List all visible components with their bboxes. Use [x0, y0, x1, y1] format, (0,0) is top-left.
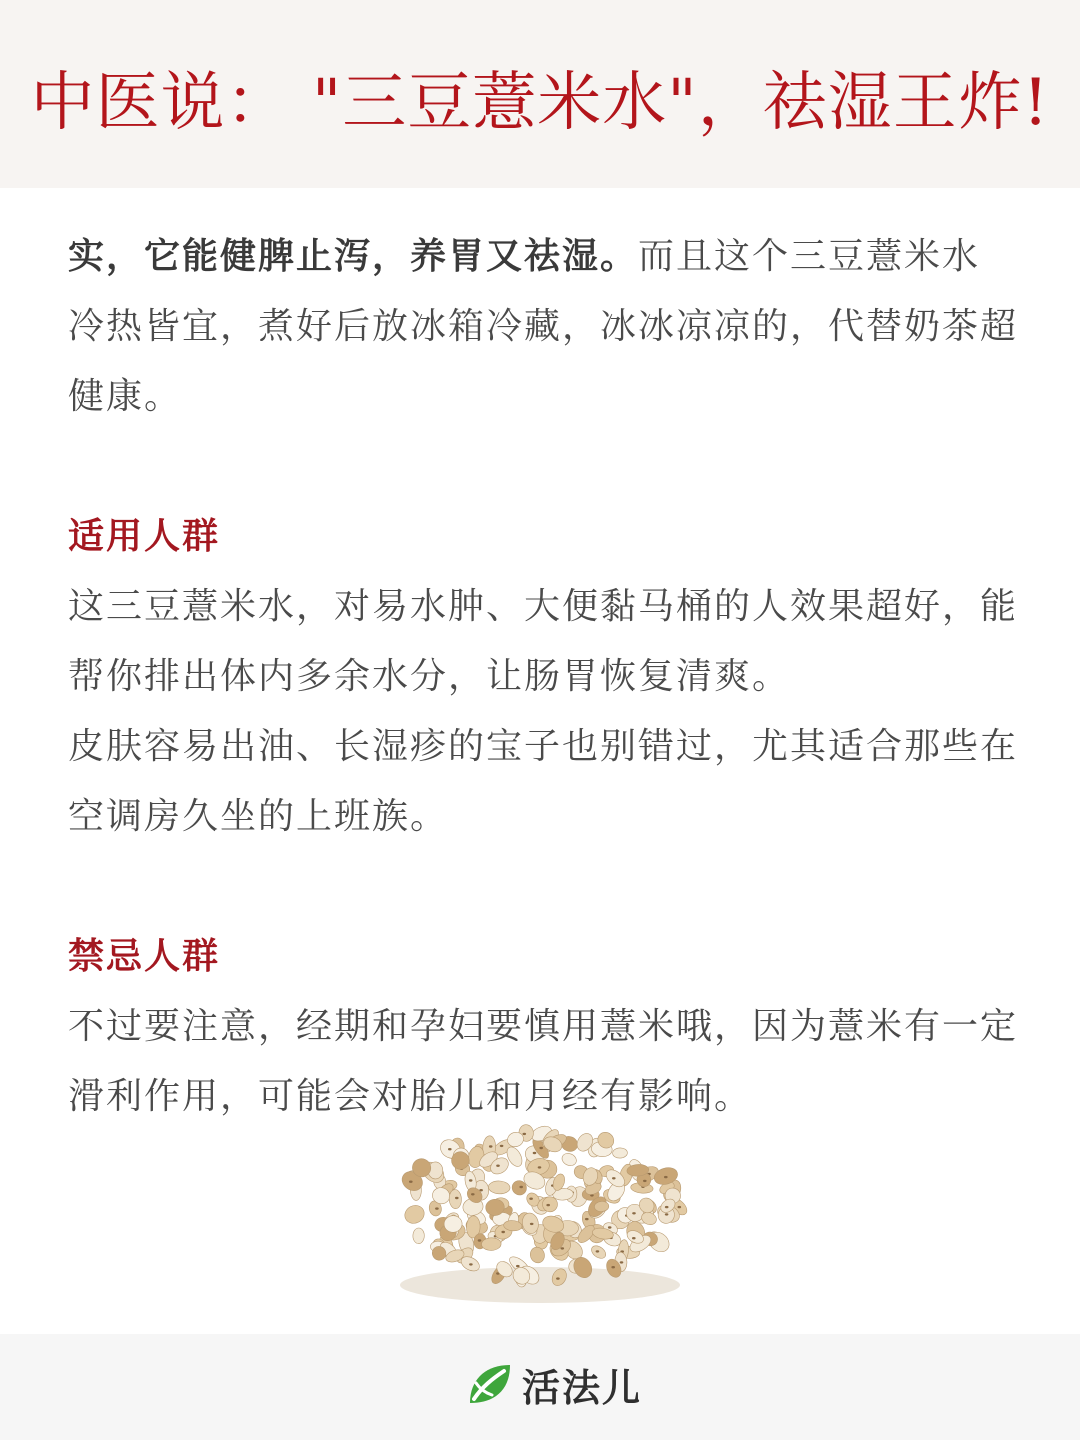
coix-seed-image	[380, 1100, 700, 1310]
page-title: 中医说： "三豆薏米水"，祛湿王炸!	[30, 66, 1050, 140]
leaf-logo-icon	[464, 1359, 514, 1409]
intro-bold-text: 实，它能健脾止泻，养胃又祛湿。	[68, 236, 639, 277]
brand-name: 活法儿	[522, 1365, 643, 1410]
intro-text: 而且这个三豆薏米水冷热皆宜，煮好后放冰箱冷藏，冰冰凉凉的，代替奶茶超健康。	[68, 236, 1019, 417]
avoid-paragraph: 不过要注意，经期和孕妇要慎用薏米哦，因为薏米有一定滑利作用，可能会对胎儿和月经有影响。	[68, 1006, 1019, 1117]
suitable-heading: 适用人群	[68, 516, 221, 557]
avoid-heading: 禁忌人群	[68, 936, 221, 977]
suitable-paragraph-1: 这三豆薏米水，对易水肿、大便黏马桶的人效果超好，能帮你排出体内多余水分，让肠胃恢复清爽。	[68, 586, 1019, 697]
intro-paragraph	[68, 222, 1018, 432]
coix-seed-pile-icon	[380, 1100, 700, 1310]
article-body	[68, 222, 1018, 1132]
brand-logo	[464, 1354, 642, 1414]
header-band	[0, 0, 1080, 188]
suitable-paragraph-2: 皮肤容易出油、长湿疹的宝子也别错过，尤其适合那些在空调房久坐的上班族。	[68, 726, 1019, 837]
